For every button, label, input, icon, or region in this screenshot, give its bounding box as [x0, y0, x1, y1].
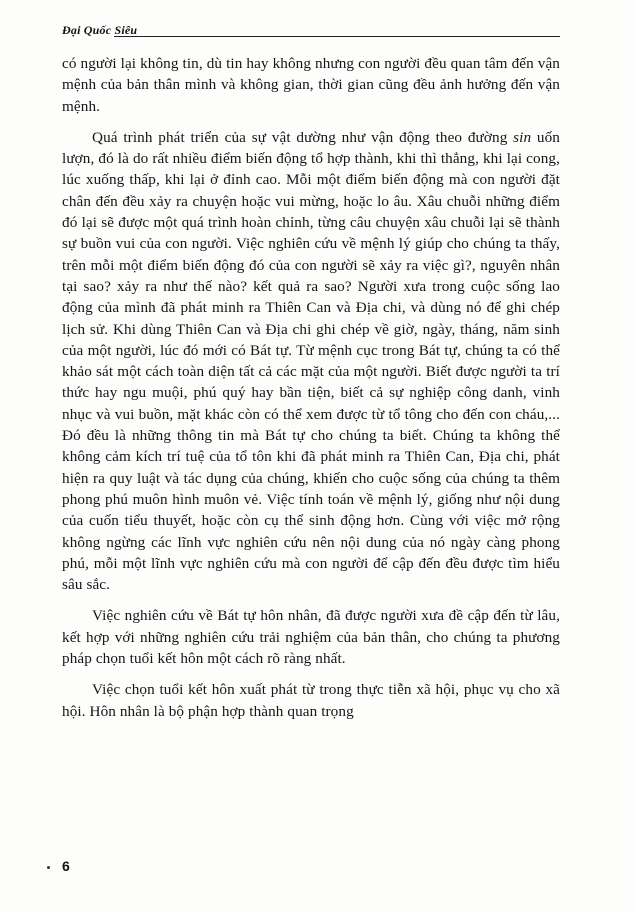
paragraph-4: Việc chọn tuổi kết hôn xuất phát từ trong thực tiễn xã hội, phục vụ cho xã hội. Hôn nhân là bộ phận hợp thành quan trọng: [62, 681, 560, 720]
header-rule: [114, 36, 560, 37]
paragraph-2-text-after: uốn lượn, đó là do rất nhiều điểm biến động tổ hợp thành, khi thì thẳng, khi lại cong, lúc xuống thấp, khi lại ở đỉnh cao. Mỗi một điểm biến động mà con người đặt chân đến đều xảy ra chuyện hoặc vui mừng, hoặc lo âu. Xâu chuỗi những điểm đó lại sẽ được một quá trình hoàn chỉnh, từng câu chuyện xâu chuỗi lại sẽ thành sự buồn vui của con người. Việc nghiên cứu về mệnh lý giúp cho chúng ta thấy, trên mỗi một điểm biến động đó của con người sẽ xảy ra việc gì?, nguyên nhân tại sao? xảy ra như thế nào? kết quả ra sao? Người xưa trong cuộc sống lao động của mình đã phát minh ra Thiên Can và Địa chi, và dùng nó để ghi chép lịch sử. Khi dùng Thiên Can và Địa chi ghi chép về giờ, ngày, tháng, năm sinh của một người, lúc đó mới có Bát tự. Từ mệnh cục trong Bát tự, chúng ta có thể khảo sát một cách toàn diện tất cả các mặt của một người. Biết được người ta trí thức hay ngu muội, phú quý hay bần tiện, biết cả sự nghiệp công danh, vinh nhục và vui buồn, mặt khác còn có thể xem được từ tổ tông cho đến con cháu,... Đó đều là những thông tin mà Bát tự cho chúng ta biết. Chúng ta không thể không cảm kích trí tuệ của tổ tôn khi đã phát minh ra Thiên Can, Địa chi, phát hiện ra quy luật và tác dụng của chúng, khiến cho cuộc sống của chúng ta thêm phong phú muôn hình muôn vẻ. Việc tính toán về mệnh lý, giống như nội dung của cuốn tiểu thuyết, hoặc còn cụ thể sinh động hơn. Cùng với việc mở rộng không ngừng các lĩnh vực nghiên cứu nên nội dung của nó ngày càng phong phú, mỗi một lĩnh vực nghiên cứu mà con người để cập đến đều được tìm hiểu sâu sắc.: [62, 128, 560, 594]
running-header: [62, 22, 560, 40]
paragraph-3: Việc nghiên cứu về Bát tự hôn nhân, đã được người xưa đề cập đến từ lâu, kết hợp với những nghiên cứu trải nghiệm của bản thân, cho chúng ta phương pháp chọn tuổi kết hôn một cách rõ ràng nhất.: [62, 607, 560, 668]
paragraph-2-text-before: Quá trình phát triển của sự vật dường như vận động theo đường: [92, 128, 514, 146]
page-number: 6: [62, 858, 70, 874]
body-text: [62, 53, 560, 722]
header-author: Đại Quốc Siêu: [62, 23, 138, 37]
page-mark: [47, 866, 50, 869]
paragraph-1: có người lại không tin, dù tin hay không nhưng con người đều quan tâm đến vận mệnh của bản thân mình và không gian, thời gian cũng đều ảnh hưởng đến vận mệnh.: [62, 55, 560, 115]
paragraph-2: [62, 127, 560, 596]
paragraph-2-italic-sin: sin: [513, 128, 532, 146]
